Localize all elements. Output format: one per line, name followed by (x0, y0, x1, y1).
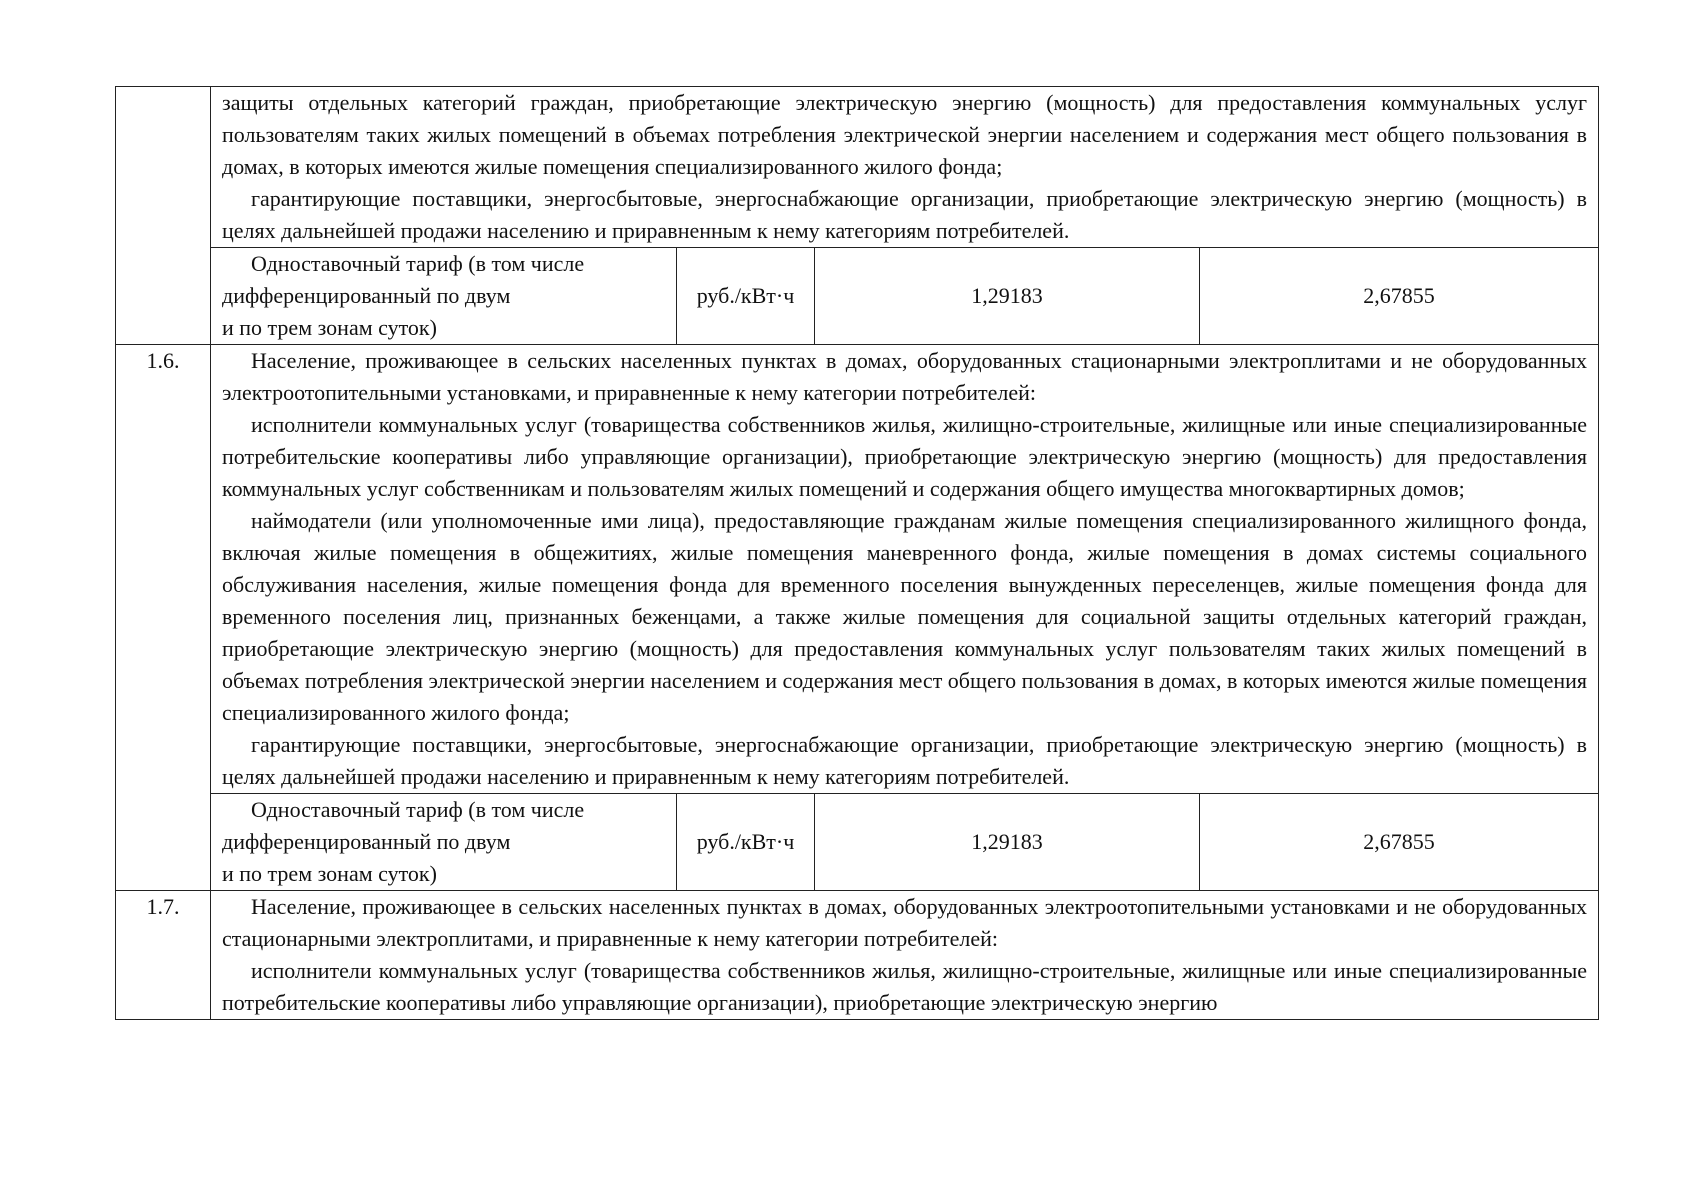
row-number-cell: 1.6. (116, 345, 211, 891)
paragraph: Население, проживающее в сельских населенных пунктах в домах, оборудованных стационарными электроплитами и не оборудованных электроотопительными установками, и приравненные к нему категории потребителей: (222, 348, 1588, 405)
tariff-label-line: и по трем зонам суток) (222, 315, 437, 340)
tariff-label-line: дифференцированный по двум (222, 283, 511, 308)
unit-cell: руб./кВт·ч (677, 794, 815, 891)
tariff-label-line: и по трем зонам суток) (222, 861, 437, 886)
table-row (116, 891, 1599, 1020)
tariff-label-line: Одноставочный тариф (в том числе (251, 251, 585, 276)
paragraph: исполнители коммунальных услуг (товарищества собственников жилья, жилищно-строительные, жилищные или иные специализированные потребительские кооперативы либо управляющие организации), приобретающие электрическую энергию (мощность) для предоставления коммунальных услуг собственникам и пользователям жилых помещений и содержания общего имущества многоквартирных домов; (222, 412, 1588, 501)
tariff-label-line: Одноставочный тариф (в том числе (251, 797, 585, 822)
row-number-cell: 1.7. (116, 891, 211, 1020)
tariff-label-line: дифференцированный по двум (222, 829, 511, 854)
paragraph: гарантирующие поставщики, энергосбытовые, энергоснабжающие организации, приобретающие электрическую энергию (мощность) в целях дальнейшей продажи населению и приравненным к нему категориям потребителей. (222, 732, 1588, 789)
tariff-value-1: 1,29183 (815, 794, 1200, 891)
table-row (116, 87, 1599, 248)
paragraph: наймодатели (или уполномоченные ими лица), предоставляющие гражданам жилые помещения специализированного жилищного фонда, включая жилые помещения в общежитиях, жилые помещения маневренного фонда, жилые помещения в домах системы социального обслуживания населения, жилые помещения фонда для временного поселения вынужденных переселенцев, жилые помещения фонда для временного поселения лиц, признанных беженцами, а также жилые помещения для социальной защиты отдельных категорий граждан, приобретающие электрическую энергию (мощность) для предоставления коммунальных услуг пользователям таких жилых помещений в объемах потребления электрической энергии населением и содержания мест общего пользования в домах, в которых имеются жилые помещения специализированного жилого фонда; (222, 508, 1588, 725)
paragraph: гарантирующие поставщики, энергосбытовые, энергоснабжающие организации, приобретающие электрическую энергию (мощность) в целях дальнейшей продажи населению и приравненным к нему категориям потребителей. (222, 186, 1588, 243)
paragraph: защиты отдельных категорий граждан, приобретающие электрическую энергию (мощность) для предоставления коммунальных услуг пользователям таких жилых помещений в объемах потребления электрической энергии населением и содержания мест общего пользования в домах, в которых имеются жилые помещения специализированного жилого фонда; (222, 90, 1588, 179)
unit-cell: руб./кВт·ч (677, 248, 815, 345)
description-cell (211, 345, 1599, 794)
paragraph: Население, проживающее в сельских населенных пунктах в домах, оборудованных электроотопительными установками и не оборудованных стационарными электроплитами, и приравненные к нему категории потребителей: (222, 894, 1588, 951)
tariff-row (116, 794, 1599, 891)
tariff-label-cell (211, 794, 677, 891)
tariff-row (116, 248, 1599, 345)
tariff-value-1: 1,29183 (815, 248, 1200, 345)
paragraph: исполнители коммунальных услуг (товарищества собственников жилья, жилищно-строительные, жилищные или иные специализированные потребительские кооперативы либо управляющие организации), приобретающие электрическую энергию (222, 958, 1588, 1015)
row-number-cell (116, 87, 211, 345)
description-cell (211, 87, 1599, 248)
description-cell (211, 891, 1599, 1020)
tariff-table (115, 86, 1599, 1020)
tariff-value-2: 2,67855 (1200, 248, 1599, 345)
tariff-value-2: 2,67855 (1200, 794, 1599, 891)
tariff-label-cell (211, 248, 677, 345)
table-row (116, 345, 1599, 794)
